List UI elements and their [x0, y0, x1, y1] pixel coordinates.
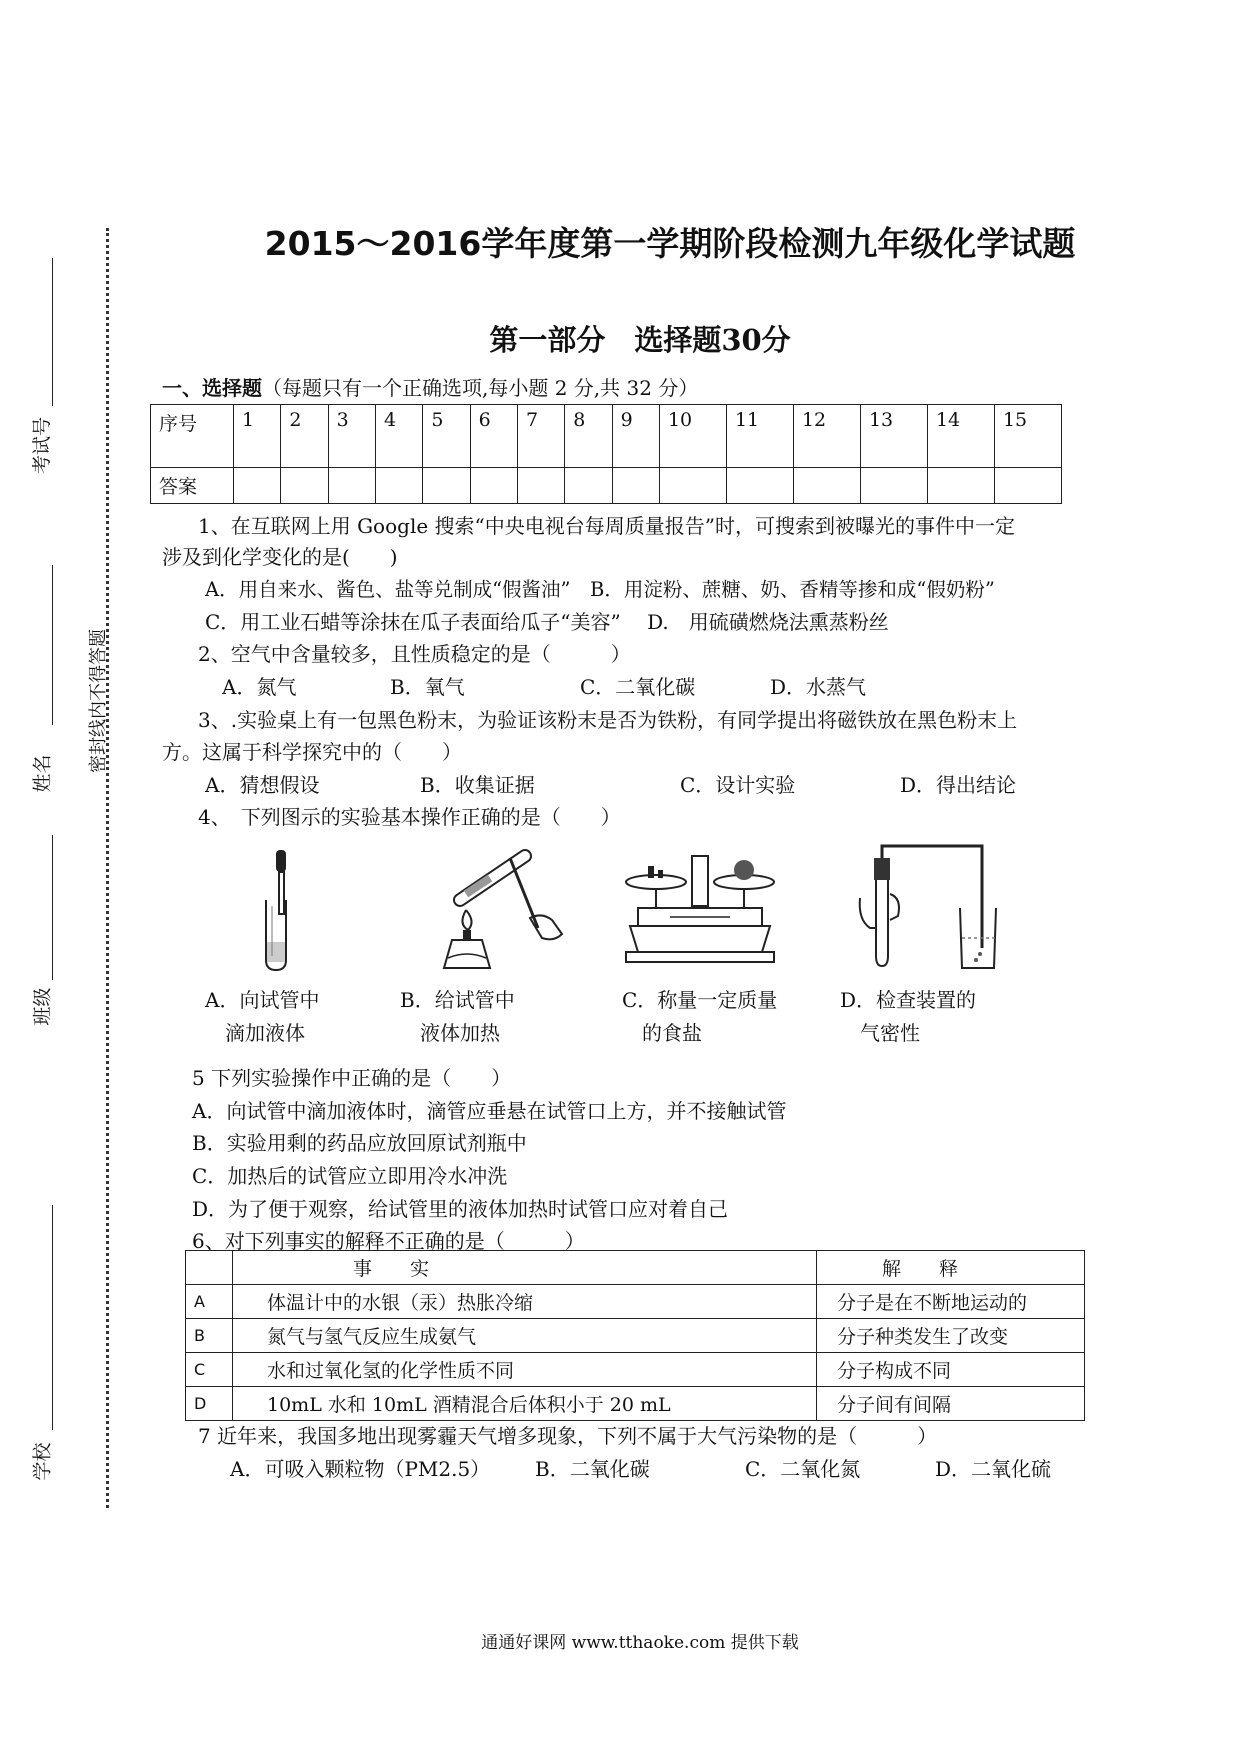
answer-cell[interactable]	[423, 468, 470, 504]
number-cell: 7	[517, 405, 564, 468]
q6-row-key: C	[186, 1353, 233, 1387]
q4-option-d-line2: 气密性	[840, 1021, 920, 1045]
number-cell: 13	[860, 405, 927, 468]
answer-table-answer-row	[151, 468, 1062, 504]
q6-row-key: B	[186, 1319, 233, 1353]
number-cell: 12	[793, 405, 860, 468]
number-cell: 10	[659, 405, 726, 468]
answer-header: 答案	[151, 468, 234, 504]
footer-credit: 通通好课网 www.tthaoke.com 提供下载	[481, 1633, 799, 1653]
answer-cell[interactable]	[375, 468, 422, 504]
q3-option-d: D．得出结论	[900, 773, 1017, 797]
answer-cell[interactable]	[565, 468, 612, 504]
q7-option-b: B．二氧化碳	[535, 1457, 650, 1481]
q6-row-key: A	[186, 1285, 233, 1319]
q6-row-explanation: 分子构成不同	[817, 1353, 1085, 1387]
q3-option-b: B．收集证据	[420, 773, 535, 797]
q5-stem: 5 下列实验操作中正确的是（ ）	[192, 1066, 512, 1090]
answer-cell[interactable]	[860, 468, 927, 504]
q6-row-explanation: 分子是在不断地运动的	[817, 1285, 1085, 1319]
q4-option-c-line1: C．称量一定质量	[622, 988, 778, 1012]
airtightness-check-illustration	[850, 838, 1000, 978]
answer-cell[interactable]	[793, 468, 860, 504]
side-label-school: 学校	[31, 1442, 54, 1481]
part-title: 第一部分 选择题30分	[489, 323, 791, 357]
answer-cell[interactable]	[517, 468, 564, 504]
q2-stem: 2、空气中含量较多，且性质稳定的是（ ）	[198, 642, 631, 666]
q4-option-a-line1: A．向试管中	[205, 988, 320, 1012]
q6-table	[185, 1250, 1085, 1421]
number-cell: 6	[470, 405, 517, 468]
q2-option-d: D．水蒸气	[770, 675, 867, 699]
number-cell: 14	[927, 405, 994, 468]
q7-stem: 7 近年来，我国多地出现雾霾天气增多现象，下列不属于大气污染物的是（ ）	[198, 1424, 938, 1448]
q3-option-c: C．设计实验	[680, 773, 796, 797]
table-row	[186, 1353, 1085, 1387]
answer-table	[150, 404, 1062, 504]
balance-scale-illustration	[620, 842, 780, 972]
class-line	[52, 835, 53, 980]
q1-options-ab: A．用自来水、酱色、盐等兑制成“假酱油” B．用淀粉、蔗糖、奶、香精等掺和成“假奶粉”	[205, 578, 995, 601]
answer-table-number-row	[151, 405, 1062, 468]
school-line	[52, 1205, 53, 1430]
number-cell: 15	[994, 405, 1061, 468]
q1-options-cd: C．用工业石蜡等涂抹在瓜子表面给瓜子“美容” D. 用硫磺燃烧法熏蒸粉丝	[205, 610, 889, 634]
q4-option-a	[205, 984, 319, 1050]
answer-cell[interactable]	[726, 468, 793, 504]
number-cell: 1	[234, 405, 281, 468]
q6-row-key: D	[186, 1387, 233, 1421]
answer-cell[interactable]	[328, 468, 375, 504]
q6-header-blank	[186, 1251, 233, 1285]
q2-option-a: A．氮气	[222, 675, 297, 699]
q7-option-d: D．二氧化硫	[935, 1457, 1052, 1481]
q3-stem-2: 方。这属于科学探究中的（ ）	[162, 740, 462, 764]
table-row	[186, 1319, 1085, 1353]
dropper-test-tube-illustration	[250, 838, 330, 978]
q4-option-c	[622, 984, 777, 1050]
q6-header-fact: 事 实	[233, 1251, 817, 1285]
q1-stem-1: 1、在互联网上用 Google 搜索“中央电视台每周质量报告”时，可搜索到被曝光的事件中一定	[198, 514, 1015, 538]
section-label: 一、选择题	[162, 376, 262, 400]
q4-option-a-line2: 滴加液体	[205, 1021, 305, 1045]
q1-stem-2: 涉及到化学变化的是( )	[162, 545, 398, 569]
number-cell: 5	[423, 405, 470, 468]
answer-cell[interactable]	[281, 468, 328, 504]
side-label-exam-no: 考试号	[31, 416, 54, 475]
seal-dotted-line	[106, 228, 109, 1508]
q4-option-d	[840, 984, 976, 1050]
q4-stem: 4、 下列图示的实验基本操作正确的是（ ）	[198, 805, 621, 829]
q3-option-a: A．猜想假设	[205, 773, 320, 797]
q5-option-c: C．加热后的试管应立即用冷水冲洗	[192, 1164, 508, 1188]
q6-row-explanation: 分子间有间隔	[817, 1387, 1085, 1421]
q5-option-b: B．实验用剩的药品应放回原试剂瓶中	[192, 1131, 527, 1155]
q7-option-a: A．可吸入颗粒物（PM2.5）	[230, 1457, 491, 1481]
q6-stem: 6、对下列事实的解释不正确的是（ ）	[192, 1229, 585, 1253]
answer-cell[interactable]	[927, 468, 994, 504]
heating-test-tube-illustration	[430, 838, 580, 978]
answer-cell[interactable]	[234, 468, 281, 504]
section-note: （每题只有一个正确选项,每小题 2 分,共 32 分）	[262, 376, 699, 400]
page-title: 2015～2016学年度第一学期阶段检测九年级化学试题	[264, 224, 1076, 263]
table-row	[186, 1285, 1085, 1319]
number-cell: 4	[375, 405, 422, 468]
q6-row-fact: 水和过氧化氢的化学性质不同	[233, 1353, 817, 1387]
q4-option-b-line1: B．给试管中	[400, 988, 515, 1012]
q6-row-fact: 体温计中的水银（汞）热胀冷缩	[233, 1285, 817, 1319]
table-row	[186, 1387, 1085, 1421]
q5-option-a: A．向试管中滴加液体时，滴管应垂悬在试管口上方，并不接触试管	[192, 1099, 787, 1123]
number-cell: 8	[565, 405, 612, 468]
seal-note: 密封线内不得答题	[88, 629, 109, 773]
q4-option-b	[400, 984, 515, 1050]
q6-row-fact: 10mL 水和 10mL 酒精混合后体积小于 20 mL	[233, 1387, 817, 1421]
q7-option-c: C．二氧化氮	[745, 1457, 861, 1481]
number-header: 序号	[151, 405, 234, 468]
q2-option-b: B．氧气	[390, 675, 465, 699]
q4-option-b-line2: 液体加热	[400, 1021, 500, 1045]
number-cell: 2	[281, 405, 328, 468]
answer-cell[interactable]	[612, 468, 659, 504]
section-heading	[162, 372, 698, 401]
answer-cell[interactable]	[470, 468, 517, 504]
answer-cell[interactable]	[994, 468, 1061, 504]
q4-option-c-line2: 的食盐	[622, 1021, 702, 1045]
number-cell: 9	[612, 405, 659, 468]
q6-header-explanation: 解 释	[817, 1251, 1085, 1285]
q3-stem-1: 3、.实验桌上有一包黑色粉末，为验证该粉末是否为铁粉，有同学提出将磁铁放在黑色粉末上	[198, 708, 1018, 732]
q4-option-d-line1: D．检查装置的	[840, 988, 977, 1012]
q6-table-header	[186, 1251, 1085, 1285]
q6-row-explanation: 分子种类发生了改变	[817, 1319, 1085, 1353]
side-label-name: 姓名	[31, 754, 54, 793]
number-cell: 11	[726, 405, 793, 468]
side-label-class: 班级	[31, 987, 54, 1026]
q2-option-c: C．二氧化碳	[580, 675, 696, 699]
q5-option-d: D．为了便于观察，给试管里的液体加热时试管口应对着自己	[192, 1197, 729, 1221]
number-cell: 3	[328, 405, 375, 468]
name-line	[52, 565, 53, 725]
q6-row-fact: 氮气与氢气反应生成氨气	[233, 1319, 817, 1353]
answer-cell[interactable]	[659, 468, 726, 504]
